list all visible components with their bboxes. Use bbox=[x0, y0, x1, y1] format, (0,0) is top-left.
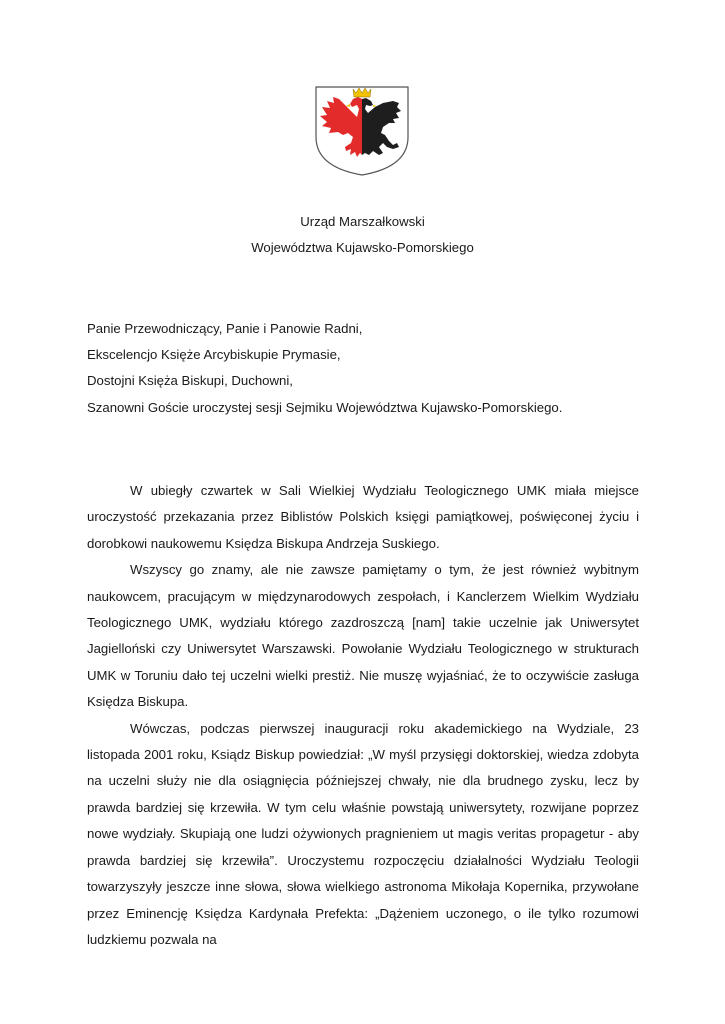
coat-of-arms-logo bbox=[313, 85, 411, 177]
office-name-line1: Urząd Marszałkowski bbox=[300, 214, 425, 229]
paragraph: Wówczas, podczas pierwszej inauguracji roku akademickiego na Wydziale, 23 listopada 2001 roku, Ksiądz Biskup powiedział: „W myśl przysięgi doktorskiej, wiedza zdobyta na uczelni służy nie dla osiągnięcia późniejszej chwały, nie dla brudnego zysku, lecz by prawda bardziej się krzewiła. W tym celu właśnie powstają uniwersytety, rozwijane poprzez nowe wydziały. Skupiają one ludzi ożywionych pragnieniem ut magis veritas propagetur - aby prawda bardziej się krzewiła”. Uroczystemu rozpoczęciu działalności Wydziału Teologii towarzyszyły jeszcze inne słowa, słowa wielkiego astronoma Mikołaja Kopernika, przywołane przez Eminencję Księdza Kardynała Prefekta: „Dążeniem uczonego, o ile tylko rozumowi ludzkiemu pozwala na bbox=[87, 720, 639, 947]
office-name-line2: Województwa Kujawsko-Pomorskiego bbox=[251, 240, 474, 255]
salutation-line: Ekscelencjo Księże Arcybiskupie Prymasie, bbox=[87, 347, 341, 362]
speech-body bbox=[87, 478, 639, 953]
paragraph: Wszyscy go znamy, ale nie zawsze pamiętamy o tym, że jest również wybitnym naukowcem, pracującym w międzynarodowych zespołach, i Kanclerzem Wielkim Wydziału Teologicznego UMK, wydziału którego zazdroszczą [nam] takie uczelnie jak Uniwersytet Jagielloński czy Uniwersytet Warszawski. Powołanie Wydziału Teologicznego w strukturach UMK w Toruniu dało tej uczelni wielki prestiż. Nie muszę wyjaśniać, że to oczywiście zasługa Księdza Biskupa. bbox=[87, 562, 639, 710]
paragraph: W ubiegły czwartek w Sali Wielkiej Wydziału Teologicznego UMK miała miejsce uroczystość przekazania przez Biblistów Polskich księgi pamiątkowej, poświęconej życiu i dorobkowi naukowemu Księdza Biskupa Andrzeja Suskiego. bbox=[87, 483, 639, 551]
salutation-line: Dostojni Księża Biskupi, Duchowni, bbox=[87, 373, 293, 388]
salutation-line: Panie Przewodniczący, Panie i Panowie Radni, bbox=[87, 321, 363, 336]
salutation-line: Szanowni Goście uroczystej sesji Sejmiku Województwa Kujawsko-Pomorskiego. bbox=[87, 400, 563, 415]
